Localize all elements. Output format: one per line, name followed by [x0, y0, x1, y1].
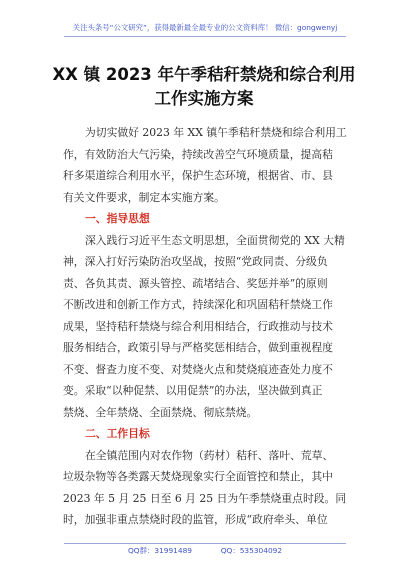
- text-line: 不断改进和创新工作方式，持续深化和巩固秸秆禁烧工作: [63, 298, 333, 311]
- text-line: 垃圾杂物等各类露天焚烧现象实行全面管控和禁止，其中: [63, 470, 333, 483]
- text-line: 禁烧、全年禁烧、全面禁烧、彻底禁烧。: [63, 405, 258, 419]
- text-line: 不变、督查力度不变、对焚烧火点和焚烧痕迹查处力度不: [63, 362, 333, 376]
- text-line: 服务相结合，政策引导与严格奖惩相结合，做到重视程度: [63, 341, 333, 354]
- document-title-line-2: 工作实施方案: [154, 89, 254, 108]
- section-2-paragraph: [63, 445, 347, 531]
- footer-qq-group: QQ群：31991489: [127, 546, 192, 555]
- text-line: 2023 年 5 月 25 日至 6 月 25 日为午季禁烧重点时段。同: [63, 491, 347, 505]
- text-line: 作，有效防治大气污染，持续改善空气环境质量，提高秸: [63, 147, 333, 161]
- text-line: 有关文件要求，制定本实施方案。: [63, 190, 225, 204]
- text-line: 为切实做好 2023 年 XX 镇午季秸秆禁烧和综合利用工: [85, 126, 347, 139]
- text-line: 秆多渠道综合利用水平，保护生态环境，根据省、市、县: [63, 169, 333, 182]
- header-banner: 关注头条号“公文研究”，获得最新最全最专业的公文资料库！ 微信：gongwenyj: [64, 22, 346, 37]
- text-line: 深入践行习近平生态文明思想，全面贯彻党的 XX 大精: [85, 233, 345, 247]
- text-line: 在全镇范围内对农作物（药材）秸秆、落叶、荒草、: [85, 448, 334, 462]
- intro-paragraph: [63, 122, 347, 208]
- section-1-heading: 一、指导思想: [85, 212, 150, 225]
- footer-banner: [64, 543, 346, 558]
- footer-qq-number: QQ：535304092: [220, 546, 283, 555]
- document-title-line-1: XX 镇 2023 年午季秸秆禁烧和综合利用: [52, 65, 356, 84]
- section-1-paragraph: [63, 230, 347, 424]
- text-line: 成果，坚持秸秆禁烧与综合利用相结合，行政推动与技术: [63, 319, 333, 333]
- text-line: 神，深入打好污染防治攻坚战，按照“党政同责、分级负: [63, 255, 328, 268]
- section-2-heading: 二、工作目标: [85, 427, 150, 440]
- text-line: 责、各负其责、源头管控、疏堵结合、奖惩并举”的原则: [63, 276, 328, 290]
- text-line: 时，加强非重点禁烧时段的监管，形成“政府牵头、单位: [63, 513, 328, 526]
- text-line: 变。采取“以种促禁、以用促禁”的办法，坚决做到真正: [63, 384, 323, 397]
